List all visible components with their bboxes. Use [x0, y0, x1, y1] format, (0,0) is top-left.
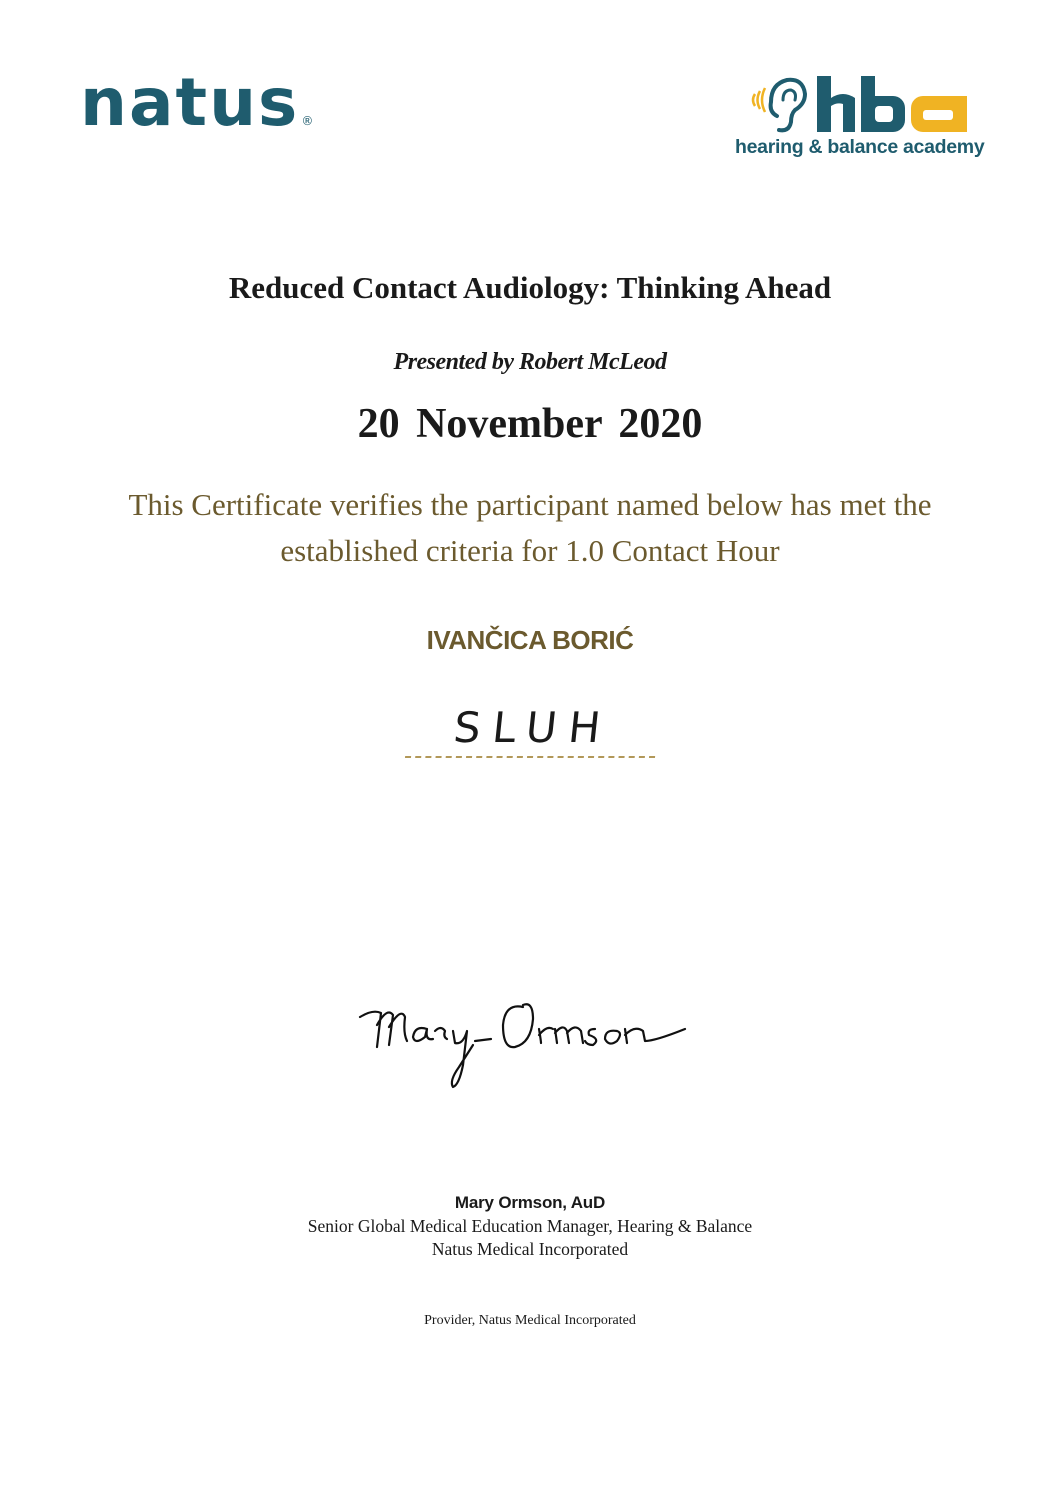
participant-name: IVANČICA BORIĆ [426, 625, 634, 655]
course-date: 20 November 2020 [357, 401, 703, 447]
presenter-line: Presented by Robert McLeod [393, 349, 667, 375]
verification-statement [0, 482, 1060, 574]
registered-mark: ® [301, 114, 316, 128]
signer-organization: Natus Medical Incorporated [431, 1239, 629, 1259]
participant-organization: SLUH [405, 700, 661, 758]
signer-title: Senior Global Medical Education Manager, Hearing & Balance [307, 1216, 753, 1236]
ear-icon [771, 80, 805, 131]
hba-logo-mark [747, 72, 987, 136]
signer-name: Mary Ormson, AuD [454, 1193, 606, 1212]
sound-wave-icon [753, 94, 755, 106]
verification-line-1: This Certificate verifies the participant named below has met the [128, 487, 932, 522]
natus-logo [80, 64, 316, 141]
provider-line: Provider, Natus Medical Incorporated [424, 1313, 636, 1328]
course-title: Reduced Contact Audiology: Thinking Ahead [228, 270, 832, 305]
verification-line-2: established criteria for 1.0 Contact Hour [280, 533, 780, 568]
natus-logo-text: natus [80, 64, 300, 141]
signature-image [355, 985, 695, 1095]
hba-caption: hearing & balance academy [735, 136, 985, 158]
hba-logo [735, 72, 985, 167]
